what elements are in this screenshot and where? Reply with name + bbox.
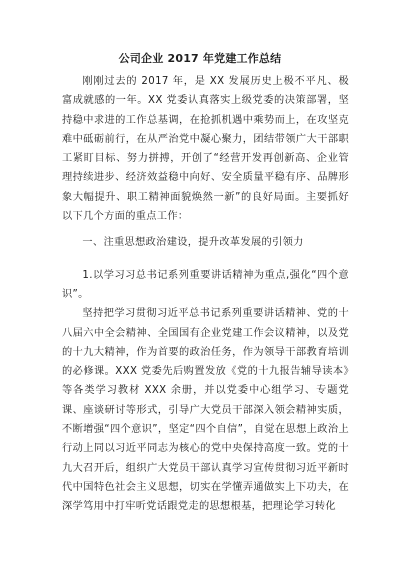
document-body: [62, 72, 349, 517]
intro-paragraph: 刚刚过去的 2017 年，是 XX 发展历史上极不平凡、极富成就感的一年。XX 党委认真落实上级党委的决策部署，坚持稳中求进的工作总基调，在抢抓机遇中乘势而上，在攻坚克难中砥砺前行，在从严治党中凝心聚力，团结带领广大干部职工紧盯目标、努力拼搏，开创了“经营开发再创新高、企业管理持续进步、经济效益稳中向好、安全质量平稳有序、品牌形象大幅提升、职工精神面貌焕然一新”的良好局面。主要抓好以下几个方面的重点工作：: [62, 76, 349, 223]
document-title: 公司企业 2017 年党建工作总结: [118, 52, 282, 65]
subsection-paragraph: 坚持把学习贯彻习近平总书记系列重要讲话精神、党的十八届六中全会精神、全国国有企业党建工作会议精神，以及党的十九大精神，作为首要的政治任务，作为领导干部教育培训的必修课。XXX 党委先后购置发放《党的十九报告辅导读本》等各类学习教材 XXX 余册，并以党委中心组学习、专题党课、座谈研讨等形式，引导广大党员干部深入领会精神实质，不断增强“四个意识”，坚定“四个自信”，自觉在思想上政治上行动上同以习近平同志为核心的党中央保持高度一致。党的十九大召开后，组织广大党员干部认真学习宣传贯彻习近平新时代中国特色社会主义思想，切实在学懂弄通做实上下功夫，在深学笃用中打牢听党话跟党走的思想根基，把理论学习转化: [62, 308, 349, 513]
subsection-heading: 1.以学习习总书记系列重要讲话精神为重点,强化“四个意识”。: [62, 269, 349, 300]
section-heading: 一、注重思想政治建设，提升改革发展的引领力: [82, 237, 304, 249]
